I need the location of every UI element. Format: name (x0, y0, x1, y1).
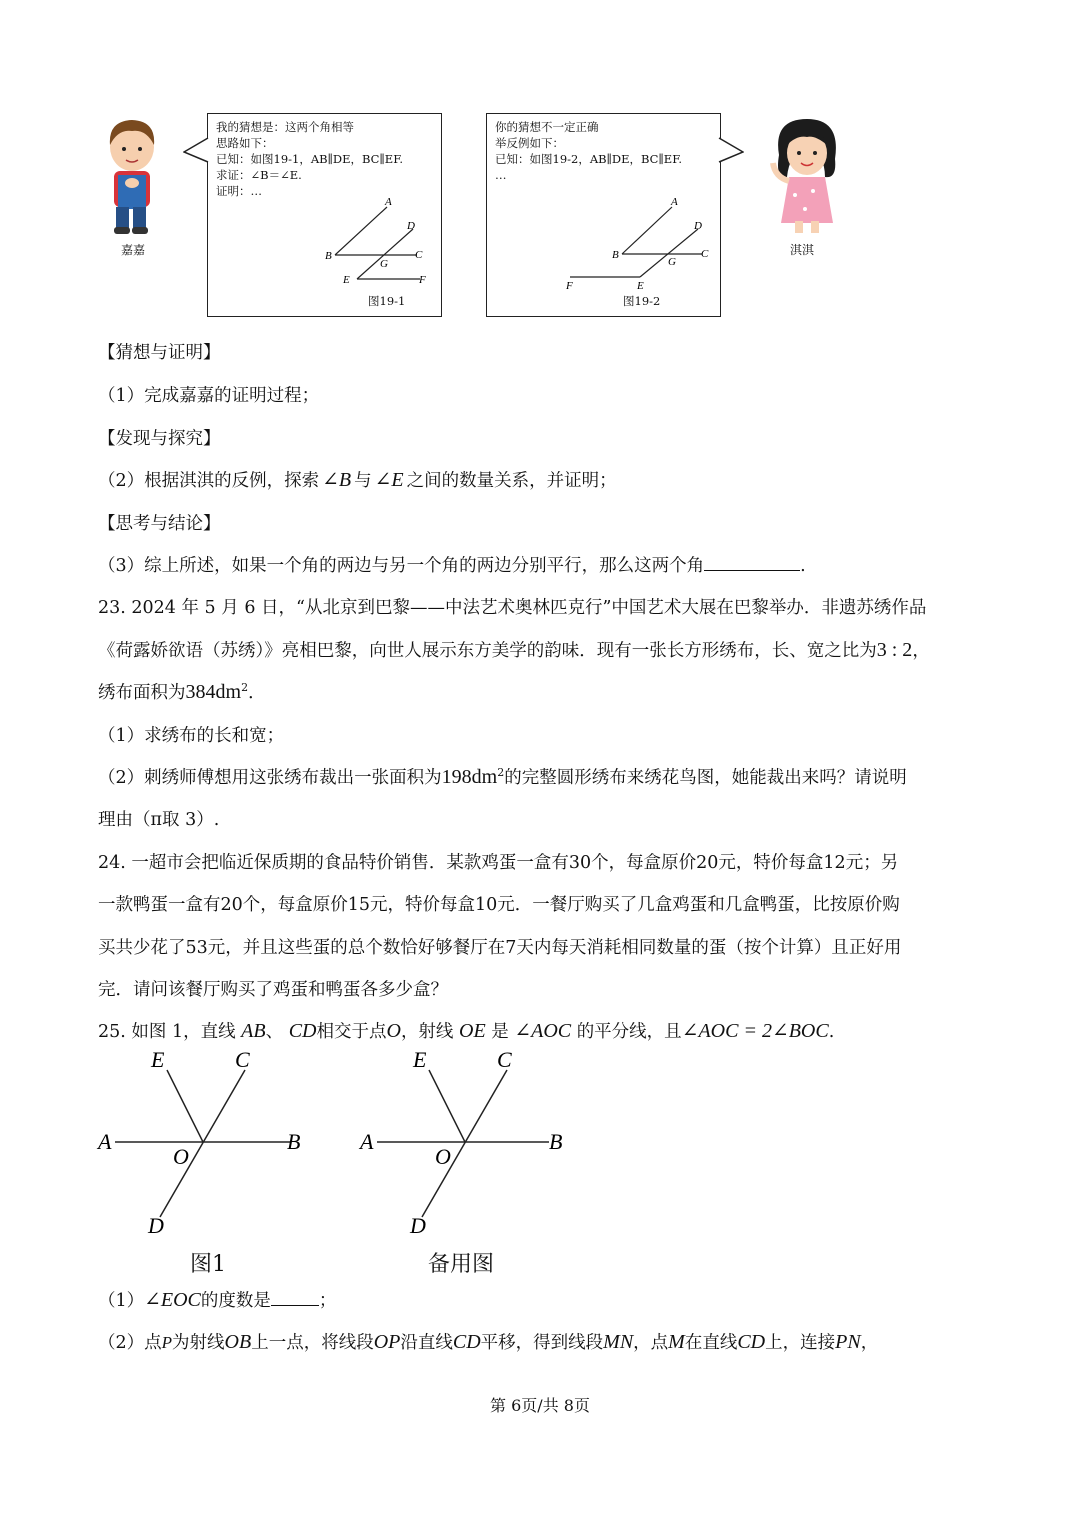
fig19-2-label-E: E (637, 280, 644, 292)
heading-conclusion: 【思考与结论】 (98, 514, 221, 534)
q23-line2: 《荷露娇欲语（苏绣）》亮相巴黎，向世人展示东方美学的韵味．现有一张长方形绣布，长、宽之比为3 : 2， (98, 639, 930, 661)
fig1-label-B: B (287, 1129, 301, 1154)
fig2-label-E: E (413, 1047, 427, 1072)
q23-part2-cont: 理由（π取 3）. (98, 810, 220, 830)
fig2-label-A: A (360, 1129, 374, 1154)
left-bubble-line3: 已知：如图19-1，AB∥DE，BC∥EF. (216, 152, 404, 166)
boy-name: 嘉嘉 (121, 243, 146, 257)
fig1-label-A: A (98, 1129, 112, 1154)
q24-line2: 一款鸭蛋一盒有20个，每盒原价15元，特价每盒10元．一餐厅购买了几盒鸡蛋和几盒鸭蛋，比按原价购 (98, 895, 900, 915)
fig2-label-B: B (549, 1129, 563, 1154)
right-bubble-line2: 举反例如下： (495, 136, 564, 150)
left-bubble-line5: 证明：… (216, 184, 262, 198)
q23-line1: 23. 2024 年 5 月 6 日，“从北京到巴黎——中法艺术奥林匹克行”中国艺术大展在巴黎举办．非遗苏绣作品 (98, 598, 927, 618)
figure-19-1 (315, 195, 440, 290)
q25-figure-1 (95, 1045, 310, 1235)
heading-discovery: 【发现与探究】 (98, 429, 221, 449)
q23-line3: 绣布面积为$384dm^2$． (98, 681, 266, 703)
figure-19-2 (560, 195, 720, 295)
fig19-2-label-C: C (701, 248, 709, 260)
q23-part1: （1）求绣布的长和宽； (98, 726, 285, 746)
fig19-2-label-D: D (694, 220, 702, 232)
fig1-label-C: C (235, 1047, 250, 1072)
q22-part2: （2）根据淇淇的反例，探索 ∠B 与 ∠E 之间的数量关系，并证明； (98, 469, 617, 491)
q24-line1: 24. 一超市会把临近保质期的食品特价销售．某款鸡蛋一盒有30个，每盒原价20元，特价每盒12元；另 (98, 853, 899, 873)
q25-part2: （2）点P为射线OB上一点，将线段OP沿直线CD平移，得到线段MN，点M在直线CD上，连接PN， (98, 1331, 879, 1353)
left-bubble-tail (183, 136, 209, 166)
q22-answer-blank[interactable] (704, 570, 800, 571)
right-bubble-line1: 你的猜想不一定正确 (495, 120, 599, 134)
fig19-2-label-B: B (612, 249, 619, 261)
fig19-2-label-F: F (566, 280, 573, 292)
q25-fig2-caption: 备用图 (428, 1252, 495, 1277)
right-bubble-tail (718, 136, 744, 166)
fig2-label-D: D (410, 1213, 426, 1235)
fig19-1-label-B: B (325, 250, 332, 262)
fig19-1-label-C: C (415, 249, 423, 261)
q24-line4: 完．请问该餐厅购买了鸡蛋和鸭蛋各多少盒？ (98, 980, 448, 1000)
q22-part1: （1）完成嘉嘉的证明过程； (98, 386, 320, 406)
fig19-2-label-G: G (668, 256, 676, 268)
fig19-2-label-A: A (671, 196, 678, 208)
left-bubble-line1: 我的猜想是：这两个角相等 (216, 120, 354, 134)
fig19-1-label-F: F (419, 274, 426, 286)
fig19-1-label-E: E (343, 274, 350, 286)
fig19-1-label-A: A (385, 196, 392, 208)
left-bubble-line4: 求证：∠B＝∠E. (216, 168, 302, 182)
page-footer: 第 6页/共 8页 (490, 1396, 590, 1415)
fig19-1-label-D: D (407, 220, 415, 232)
fig2-label-O: O (435, 1144, 451, 1169)
q25-answer-blank[interactable] (271, 1305, 319, 1306)
right-bubble-line4: … (495, 168, 507, 182)
fig19-1-label-G: G (380, 258, 388, 270)
q25-backup-figure (357, 1045, 572, 1235)
fig2-label-C: C (497, 1047, 512, 1072)
q25-part1: （1）∠EOC的度数是 ； (98, 1289, 337, 1311)
q23-part2: （2）刺绣师傅想用这张绣布裁出一张面积为$198dm^2$的完整圆形绣布来绣花鸟图，她能裁出来吗？请说明 (98, 766, 907, 788)
fig19-1-caption: 图19-1 (368, 294, 406, 308)
q22-part3: （3）综上所述，如果一个角的两边与另一个角的两边分别平行，那么这两个角 . (98, 556, 806, 576)
girl-name: 淇淇 (790, 243, 815, 257)
left-bubble-line2: 思路如下： (216, 136, 274, 150)
fig1-label-E: E (151, 1047, 165, 1072)
q25-line1: 25. 如图 1，直线 AB、 CD相交于点O，射线 OE 是 ∠AOC 的平分线，且∠AOC = 2∠BOC. (98, 1020, 835, 1042)
q24-line3: 买共少花了53元，并且这些蛋的总个数恰好够餐厅在7天内每天消耗相同数量的蛋（按个计算）且正好用 (98, 938, 902, 958)
right-bubble-line3: 已知：如图19-2，AB∥DE，BC∥EF. (495, 152, 683, 166)
fig1-label-O: O (173, 1144, 189, 1169)
boy-illustration (100, 115, 162, 240)
girl-illustration (765, 115, 845, 235)
fig19-2-caption: 图19-2 (623, 294, 661, 308)
heading-conjecture: 【猜想与证明】 (98, 343, 221, 363)
q25-fig1-caption: 图1 (190, 1252, 226, 1277)
fig1-label-D: D (148, 1213, 164, 1235)
